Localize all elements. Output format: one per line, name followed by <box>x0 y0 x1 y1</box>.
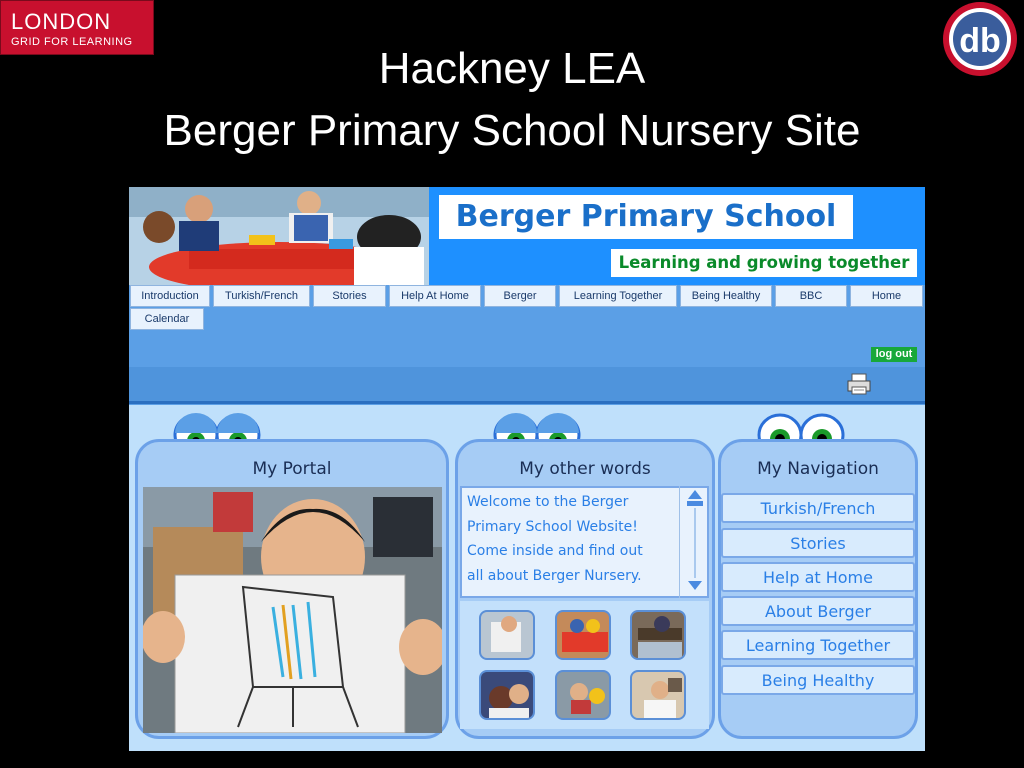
thumbnail-2[interactable] <box>555 610 611 660</box>
welcome-line-1: Welcome to the Berger <box>467 494 629 510</box>
logo-line-1: LONDON <box>11 9 112 34</box>
words-title: My other words <box>519 459 651 479</box>
slide-title-line-1: Hackney LEA <box>378 44 646 93</box>
nav-introduction[interactable]: Introduction <box>130 285 210 307</box>
toolbar-band <box>129 367 925 402</box>
nav-home[interactable]: Home <box>850 285 923 307</box>
nav-button-stories[interactable]: Stories <box>721 528 915 558</box>
banner-photo <box>129 187 429 285</box>
thumbnail-1[interactable] <box>479 610 535 660</box>
nav-calendar[interactable]: Calendar <box>130 308 204 330</box>
thumbnail-5[interactable] <box>555 670 611 720</box>
nav-button-turkish-french[interactable]: Turkish/French <box>721 493 915 523</box>
portal-photo <box>143 487 442 733</box>
nav-help-at-home[interactable]: Help At Home <box>389 285 481 307</box>
scroll-thumb <box>687 501 703 506</box>
welcome-scrollbar[interactable] <box>679 486 710 598</box>
portal-title: My Portal <box>252 459 332 479</box>
thumbnail-6[interactable] <box>630 670 686 720</box>
nav-button-learning-together[interactable]: Learning Together <box>721 630 915 660</box>
banner-tagline: Learning and growing together <box>611 249 917 277</box>
nav-bbc[interactable]: BBC <box>775 285 847 307</box>
printer-icon[interactable] <box>847 373 871 395</box>
nav-berger[interactable]: Berger <box>484 285 556 307</box>
nav-button-help-at-home[interactable]: Help at Home <box>721 562 915 592</box>
nav-stories[interactable]: Stories <box>313 285 386 307</box>
slide-title-line-2: Berger Primary School Nursery Site <box>163 106 861 155</box>
banner-school-name: Berger Primary School <box>439 195 853 239</box>
db-logo-text: db <box>959 22 1001 60</box>
nav-being-healthy[interactable]: Being Healthy <box>680 285 772 307</box>
scroll-up-icon <box>688 490 702 499</box>
navigation-title: My Navigation <box>757 459 879 479</box>
welcome-line-4: all about Berger Nursery. <box>467 567 642 584</box>
welcome-text <box>467 490 677 588</box>
scroll-down-icon <box>688 581 702 590</box>
logout-button[interactable]: log out <box>871 347 917 362</box>
nav-button-being-healthy[interactable]: Being Healthy <box>721 665 915 695</box>
content-divider <box>129 401 925 404</box>
nav-button-about-berger[interactable]: About Berger <box>721 596 915 626</box>
nav-learning-together[interactable]: Learning Together <box>559 285 677 307</box>
logo-line-2: GRID FOR LEARNING <box>11 36 133 48</box>
website-screenshot <box>129 187 925 751</box>
thumbnail-4[interactable] <box>479 670 535 720</box>
welcome-line-2: Primary School Website! <box>467 518 638 535</box>
nav-turkish-french[interactable]: Turkish/French <box>213 285 310 307</box>
welcome-line-3: Come inside and find out <box>467 543 643 559</box>
thumbnail-3[interactable] <box>630 610 686 660</box>
